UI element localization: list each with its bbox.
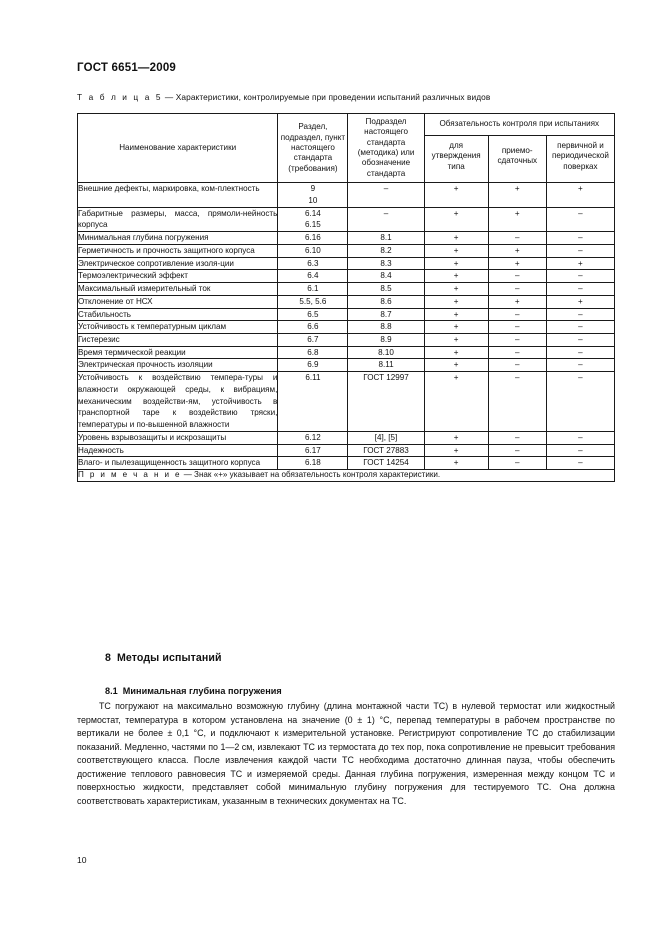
- table-wrapper: [77, 113, 615, 482]
- table-row: [78, 257, 615, 270]
- cell-acceptance: –: [488, 457, 546, 470]
- cell-razdel: 6.11: [278, 372, 348, 432]
- cell-acceptance: –: [488, 321, 546, 334]
- cell-acceptance: –: [488, 232, 546, 245]
- table-note-text: — Знак «+» указывает на обязательность контроля характеристики.: [181, 470, 441, 480]
- cell-razdel: 6.17: [278, 444, 348, 457]
- table-foot: [78, 470, 615, 482]
- table-caption-dash: —: [162, 92, 176, 102]
- cell-acceptance: –: [488, 270, 546, 283]
- header-cell-type-approval: для утверждения типа: [424, 135, 488, 183]
- cell-razdel: 6.9: [278, 359, 348, 372]
- cell-verification: +: [546, 295, 614, 308]
- cell-razdel: 6.14 6.15: [278, 207, 348, 231]
- cell-characteristic-name: Отклонение от НСХ: [78, 295, 278, 308]
- cell-verification: –: [546, 359, 614, 372]
- table-row: [78, 244, 615, 257]
- header-cell-podrazdel: Подраздел настоящего стандарта (методика) или обозначение стандарта: [348, 114, 424, 183]
- cell-razdel: 6.16: [278, 232, 348, 245]
- cell-podrazdel: ГОСТ 14254: [348, 457, 424, 470]
- cell-acceptance: –: [488, 444, 546, 457]
- cell-type-approval: +: [424, 372, 488, 432]
- cell-verification: –: [546, 207, 614, 231]
- cell-type-approval: +: [424, 308, 488, 321]
- cell-podrazdel: 8.10: [348, 346, 424, 359]
- cell-razdel: 6.5: [278, 308, 348, 321]
- cell-podrazdel: 8.5: [348, 283, 424, 296]
- table-row: [78, 457, 615, 470]
- cell-type-approval: +: [424, 257, 488, 270]
- cell-type-approval: +: [424, 346, 488, 359]
- cell-verification: –: [546, 308, 614, 321]
- cell-razdel: 9 10: [278, 183, 348, 207]
- cell-characteristic-name: Электрическое сопротивление изоля-​ции: [78, 257, 278, 270]
- running-head: ГОСТ 6651—2009: [77, 62, 177, 74]
- cell-verification: –: [546, 346, 614, 359]
- cell-podrazdel: 8.6: [348, 295, 424, 308]
- cell-verification: –: [546, 372, 614, 432]
- cell-verification: –: [546, 431, 614, 444]
- table-body: [78, 183, 615, 470]
- cell-acceptance: –: [488, 308, 546, 321]
- table-note-row: [78, 470, 615, 482]
- cell-razdel: 6.7: [278, 333, 348, 346]
- section-heading-8-1-title: Минимальная глубина погружения: [122, 686, 282, 696]
- cell-podrazdel: [4], [5]: [348, 431, 424, 444]
- cell-razdel: 6.6: [278, 321, 348, 334]
- cell-type-approval: +: [424, 444, 488, 457]
- table-row: [78, 372, 615, 432]
- table-row: [78, 321, 615, 334]
- table-row: [78, 308, 615, 321]
- cell-razdel: 6.10: [278, 244, 348, 257]
- table-row: [78, 346, 615, 359]
- cell-type-approval: +: [424, 207, 488, 231]
- cell-podrazdel: 8.9: [348, 333, 424, 346]
- cell-characteristic-name: Уровень взрывозащиты и искрозащиты: [78, 431, 278, 444]
- cell-verification: –: [546, 244, 614, 257]
- cell-podrazdel: –: [348, 183, 424, 207]
- cell-verification: –: [546, 333, 614, 346]
- cell-acceptance: –: [488, 346, 546, 359]
- cell-acceptance: –: [488, 283, 546, 296]
- cell-razdel: 6.1: [278, 283, 348, 296]
- cell-podrazdel: ГОСТ 27883: [348, 444, 424, 457]
- cell-acceptance: +: [488, 207, 546, 231]
- cell-podrazdel: 8.2: [348, 244, 424, 257]
- table-row: [78, 183, 615, 207]
- cell-characteristic-name: Гистерезис: [78, 333, 278, 346]
- cell-razdel: 6.18: [278, 457, 348, 470]
- cell-verification: –: [546, 321, 614, 334]
- cell-characteristic-name: Термоэлектрический эффект: [78, 270, 278, 283]
- table-row: [78, 333, 615, 346]
- section-heading-8-1: [105, 686, 282, 696]
- cell-acceptance: +: [488, 295, 546, 308]
- cell-type-approval: +: [424, 321, 488, 334]
- cell-razdel: 5.5, 5.6: [278, 295, 348, 308]
- cell-podrazdel: 8.1: [348, 232, 424, 245]
- table-note-label: П р и м е ч а н и е: [78, 470, 182, 480]
- cell-characteristic-name: Устойчивость к воздействию темпера-​туры и влажности окружающей среды, к вибрациям, механическим воздействи-​ям, устойчивость в транспортной таре к воздействию тряски, температуры и по-​вышенной влажности: [78, 372, 278, 432]
- characteristics-table: [77, 113, 615, 482]
- section-heading-8-number: 8: [105, 652, 111, 664]
- cell-verification: –: [546, 444, 614, 457]
- cell-characteristic-name: Герметичность и прочность защитного корпуса: [78, 244, 278, 257]
- table-note: [78, 470, 615, 482]
- cell-type-approval: +: [424, 295, 488, 308]
- cell-razdel: 6.12: [278, 431, 348, 444]
- cell-acceptance: +: [488, 257, 546, 270]
- table-row: [78, 232, 615, 245]
- section-heading-8: [105, 652, 222, 664]
- cell-characteristic-name: Максимальный измерительный ток: [78, 283, 278, 296]
- header-cell-razdel: Раздел, подраздел, пункт настоящего стандарта (требования): [278, 114, 348, 183]
- cell-characteristic-name: Устойчивость к температурным циклам: [78, 321, 278, 334]
- table-row: [78, 283, 615, 296]
- header-cell-acceptance: приемо-сдаточных: [488, 135, 546, 183]
- table-row: [78, 270, 615, 283]
- cell-type-approval: +: [424, 244, 488, 257]
- cell-verification: –: [546, 232, 614, 245]
- cell-characteristic-name: Время термической реакции: [78, 346, 278, 359]
- cell-acceptance: –: [488, 333, 546, 346]
- cell-type-approval: +: [424, 183, 488, 207]
- cell-razdel: 6.3: [278, 257, 348, 270]
- cell-characteristic-name: Надежность: [78, 444, 278, 457]
- header-cell-name: Наименование характеристики: [78, 114, 278, 183]
- cell-characteristic-name: Стабильность: [78, 308, 278, 321]
- table-caption-label: Т а б л и ц а 5: [77, 92, 163, 102]
- table-row: [78, 359, 615, 372]
- cell-type-approval: +: [424, 431, 488, 444]
- cell-characteristic-name: Электрическая прочность изоляции: [78, 359, 278, 372]
- table-row: [78, 444, 615, 457]
- table-row: [78, 295, 615, 308]
- cell-verification: –: [546, 457, 614, 470]
- cell-characteristic-name: Влаго- и пылезащищенность защитного корпуса: [78, 457, 278, 470]
- cell-verification: +: [546, 183, 614, 207]
- cell-podrazdel: ГОСТ 12997: [348, 372, 424, 432]
- header-cell-verification: первичной и периодической поверках: [546, 135, 614, 183]
- section-heading-8-title: Методы испытаний: [117, 652, 222, 664]
- cell-type-approval: +: [424, 283, 488, 296]
- cell-podrazdel: 8.7: [348, 308, 424, 321]
- table-head: [78, 114, 615, 183]
- cell-verification: –: [546, 283, 614, 296]
- table-caption-text: Характеристики, контролируемые при проведении испытаний различных видов: [175, 92, 491, 102]
- cell-podrazdel: 8.4: [348, 270, 424, 283]
- cell-characteristic-name: Внешние дефекты, маркировка, ком-​плектность: [78, 183, 278, 207]
- table-caption: [77, 92, 490, 102]
- cell-type-approval: +: [424, 457, 488, 470]
- cell-characteristic-name: Минимальная глубина погружения: [78, 232, 278, 245]
- cell-podrazdel: 8.11: [348, 359, 424, 372]
- cell-acceptance: –: [488, 359, 546, 372]
- cell-verification: +: [546, 257, 614, 270]
- cell-acceptance: +: [488, 244, 546, 257]
- cell-acceptance: –: [488, 372, 546, 432]
- table-row: [78, 431, 615, 444]
- cell-podrazdel: 8.8: [348, 321, 424, 334]
- table-header-row-1: [78, 114, 615, 136]
- cell-type-approval: +: [424, 359, 488, 372]
- cell-podrazdel: –: [348, 207, 424, 231]
- cell-acceptance: –: [488, 431, 546, 444]
- cell-type-approval: +: [424, 270, 488, 283]
- cell-razdel: 6.4: [278, 270, 348, 283]
- cell-type-approval: +: [424, 333, 488, 346]
- header-cell-group: Обязательность контроля при испытаниях: [424, 114, 614, 136]
- cell-podrazdel: 8.3: [348, 257, 424, 270]
- section-heading-8-1-number: 8.1: [105, 686, 118, 696]
- cell-acceptance: +: [488, 183, 546, 207]
- cell-verification: –: [546, 270, 614, 283]
- page-number: 10: [77, 855, 87, 865]
- section-8-1-paragraph: ТС погружают на максимально возможную глубину (длина монтажной части ТС) в нулевой термостат или жидкостный термостат, температура в котором установлена на значение (0 ± 1) °С, перепад температуры в рабочем пространстве по вертикали не более ± 0,1 °С, и подключают к измерительной установке. Регистрируют сопротивление ТС до стабилизации показаний. Медленно, частями по 1—2 см, извлекают ТС из термостата до тех пор, пока сопротивление не превысит требования соответствующего класса. После извлечения каждой части ТС необходима достаточно длинная пауза, чтобы обеспечить достижение теплового равновесия ТС и измеряемой среды. Данная глубина погружения, измеренная между концом ТС и поверхностью жидкости, представляет собой минимальную глубину погружения для тестируемого ТС. Она должна соответствовать характеристикам, указанным в технических документах на ТС.: [77, 701, 615, 806]
- cell-type-approval: +: [424, 232, 488, 245]
- cell-characteristic-name: Габаритные размеры, масса, прямоли-​нейность корпуса: [78, 207, 278, 231]
- table-row: [78, 207, 615, 231]
- cell-razdel: 6.8: [278, 346, 348, 359]
